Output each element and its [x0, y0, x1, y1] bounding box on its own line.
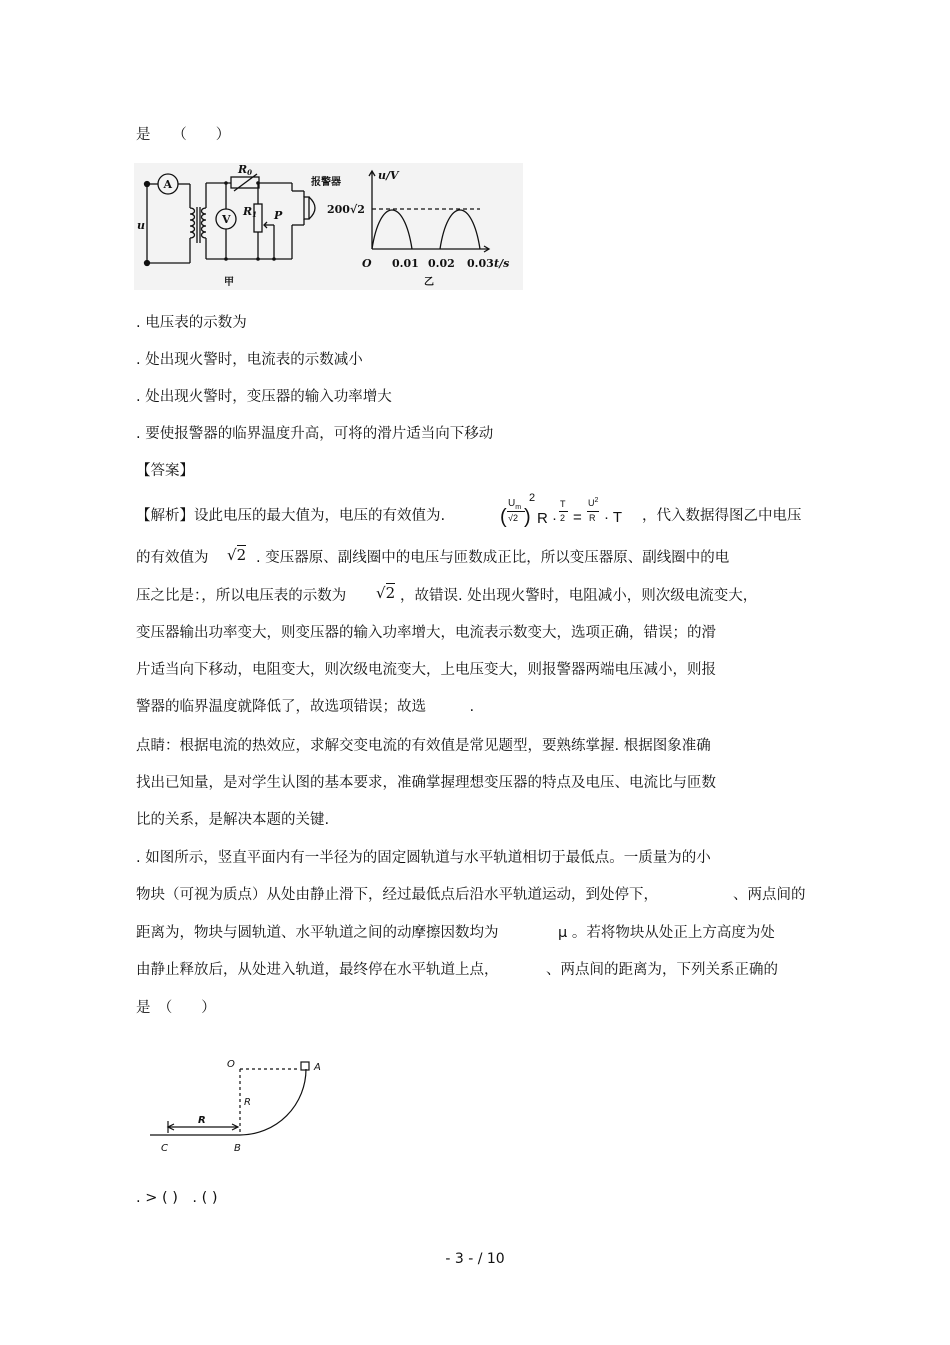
point-c-label: C: [161, 1143, 168, 1154]
alarm-label: 报警器: [311, 177, 341, 188]
tick-002: 0.02: [428, 257, 455, 270]
question2-line-2b: 、两点间的: [733, 887, 806, 903]
radius-vertical-label: R: [244, 1097, 251, 1108]
question2-line-4a: 由静止释放后，从处进入轨道，最终停在水平轨道上点，: [136, 962, 499, 978]
r0-label: R0: [238, 163, 253, 177]
source-label: u: [137, 219, 145, 232]
question2-line-3b: μ 。若将物块从处正上方高度为处: [558, 925, 775, 941]
question2-line-2a: 物块（可视为质点）从处由静止滑下，经过最低点后沿水平轨道运动，到处停下，: [136, 887, 658, 903]
sqrt-two-2: √2: [376, 584, 396, 602]
slider-label: P: [274, 209, 283, 222]
tick-003: 0.03: [467, 257, 494, 270]
point-b-label: B: [234, 1143, 241, 1154]
question2-line-4b: 、两点间的距离为，下列关系正确的: [546, 962, 778, 978]
analysis-line-3a: 压之比是：，所以电压表的示数为: [136, 588, 347, 604]
question2-line-5: 是 （ ）: [136, 1000, 216, 1016]
tip-line-1: 点睛：根据电流的热效应，求解交变电流的有效值是常见题型，要熟练掌握. 根据图象准确: [136, 738, 711, 754]
origin-label: O: [362, 257, 372, 270]
radius-horizontal-label: R: [198, 1115, 206, 1126]
tick-001: 0.01: [392, 257, 419, 270]
option-1: . 电压表的示数为: [136, 315, 247, 331]
tip-line-2: 找出已知量，是对学生认图的基本要求，准确掌握理想变压器的特点及电压、电流比与匝数: [136, 775, 716, 791]
answer-label: 【答案】: [136, 463, 194, 479]
voltage-curve-1: [372, 210, 412, 249]
figure-jia-label: 甲: [224, 277, 234, 288]
effective-value-formula: ( $U_m$ √2 ) 2 R · T 2 = $U^2$ R · T: [500, 492, 623, 528]
analysis-line-1-tail: ，代入数据得图乙中电压: [642, 508, 802, 524]
track-figure: [148, 1053, 328, 1157]
analysis-line-1: 【解析】设此电压的最大值为，电压的有效值为.: [136, 508, 446, 524]
question2-line-3a: 距离为，物块与圆轨道、水平轨道之间的动摩擦因数均为: [136, 925, 499, 941]
option-3: . 处出现火警时，变压器的输入功率增大: [136, 389, 392, 405]
analysis-line-5: 片适当向下移动，电阻变大，则次级电流变大，上电压变大，则报警器两端电压减小，则报: [136, 662, 716, 678]
sqrt-two-1: √2: [227, 546, 247, 564]
analysis-line-6: 警器的临界温度就降低了，故选项错误；故选 .: [136, 699, 475, 715]
figure-yi-label: 乙: [424, 277, 434, 288]
voltmeter-label: V: [222, 213, 231, 226]
analysis-line-2a: 的有效值为: [136, 550, 209, 566]
option-4: . 要使报警器的临界温度升高，可将的滑片适当向下移动: [136, 426, 494, 442]
circuit-figure: [134, 163, 523, 290]
option-2: . 处出现火警时，电流表的示数减小: [136, 352, 363, 368]
question2-options: . > ( ) . ( ): [136, 1190, 218, 1206]
peak-label: 200√2: [327, 203, 365, 216]
question-tail: 是 （ ）: [136, 127, 231, 143]
point-a-label: A: [314, 1062, 321, 1073]
y-axis-label: u/V: [378, 169, 399, 182]
x-axis-label: t/s: [494, 257, 510, 270]
analysis-line-3b: ，故错误. 处出现火警时，电阻减小，则次级电流变大，: [400, 588, 758, 604]
tip-line-3: 比的关系，是解决本题的关键.: [136, 812, 330, 828]
ammeter-label: A: [163, 178, 173, 191]
analysis-line-4: 变压器输出功率变大，则变压器的输入功率增大，电流表示数变大，选项正确，错误；的滑: [136, 625, 716, 641]
question2-line-1: . 如图所示，竖直平面内有一半径为的固定圆轨道与水平轨道相切于最低点。一质量为的小: [136, 850, 711, 866]
point-o-label: O: [227, 1059, 235, 1070]
voltage-curve-2: [440, 210, 480, 249]
analysis-line-2b: . 变压器原、副线圈中的电压与匝数成正比，所以变压器原、副线圈中的电: [256, 550, 730, 566]
page-number: - 3 - / 10: [445, 1251, 505, 1267]
r1-label: R1: [243, 205, 258, 219]
